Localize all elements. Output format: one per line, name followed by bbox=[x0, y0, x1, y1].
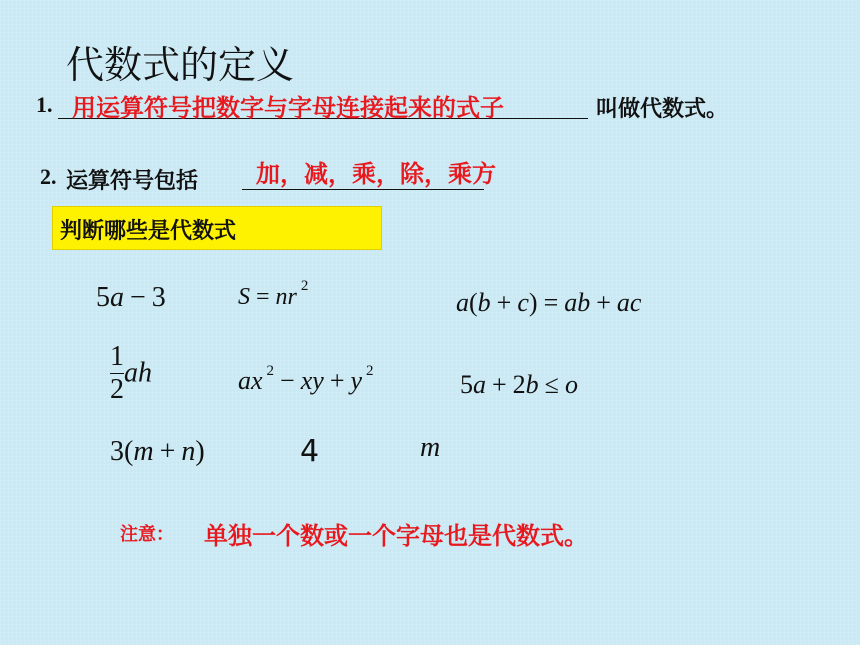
operators-answer: 加，减，乘，除，乘方 bbox=[256, 160, 496, 188]
note-text: 单独一个数或一个字母也是代数式。 bbox=[204, 522, 588, 550]
note-label: 注意： bbox=[120, 524, 174, 545]
expr-distributive-equation: a(b + c) = ab + ac bbox=[456, 288, 642, 317]
expr-4: 4 bbox=[300, 434, 320, 469]
expr-5a-minus-3: 5a − 3 bbox=[96, 282, 166, 313]
answer-blank-2 bbox=[242, 189, 484, 190]
expr-3-m-plus-n: 3(m + n) bbox=[110, 436, 205, 467]
expr-inequality: 5a + 2b ≤ o bbox=[460, 370, 578, 399]
expr-s-equals-nr2: S = nr $^2$ bbox=[238, 278, 309, 310]
expr-half-ah: $\frac{1}{2}$ ah bbox=[110, 341, 152, 405]
box-label: 判断哪些是代数式 bbox=[60, 219, 237, 244]
expr-ax2-xy-y2: ax $^2$ − xy + y $^2$ bbox=[238, 363, 374, 395]
definition-answer: 用运算符号把数字与字母连接起来的式子 bbox=[72, 94, 504, 122]
expr-m: m bbox=[420, 432, 441, 463]
definition-suffix: 叫做代数式。 bbox=[596, 97, 729, 122]
item-number-2: 2. bbox=[40, 164, 57, 189]
operators-prefix: 运算符号包括 bbox=[66, 169, 199, 194]
item-number-1: 1. bbox=[36, 92, 53, 117]
page-title: 代数式的定义 bbox=[66, 43, 295, 87]
